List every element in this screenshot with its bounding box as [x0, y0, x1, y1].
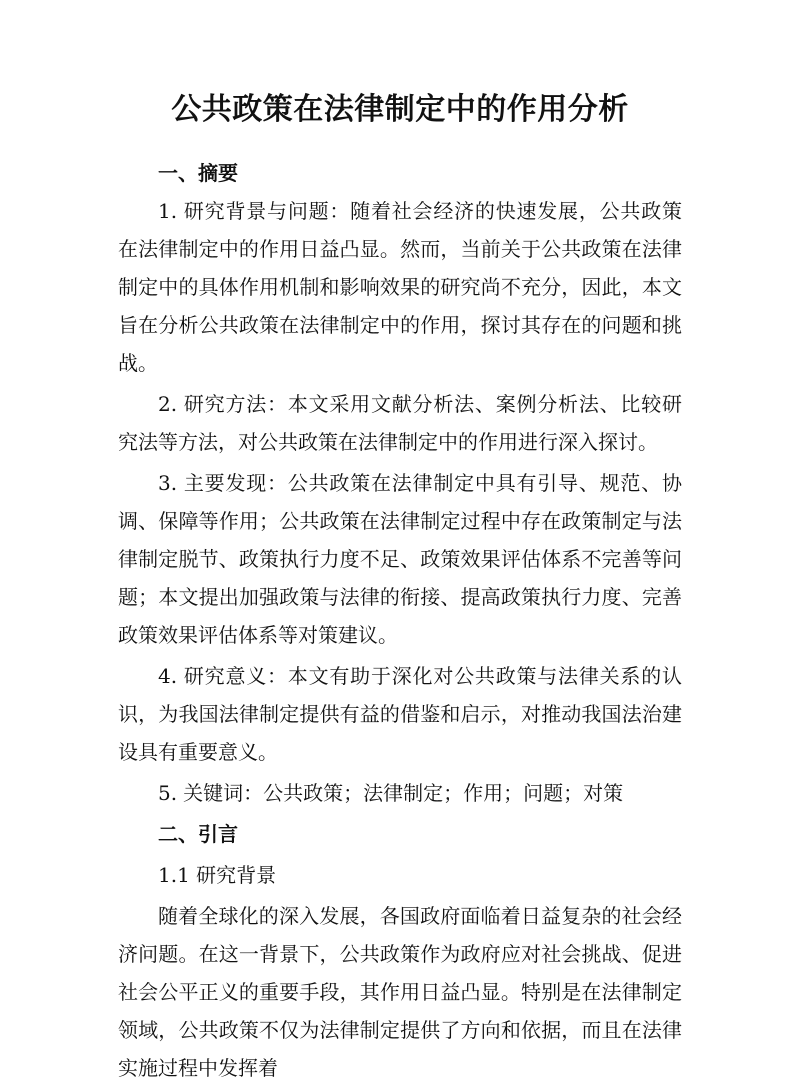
item-text: 研究意义：本文有助于深化对公共政策与法律关系的认识，为我国法律制定提供有益的借鉴和启示，对推动我国法治建设具有重要意义。 — [118, 664, 682, 764]
item-text: 研究方法：本文采用文献分析法、案例分析法、比较研究法等方法，对公共政策在法律制定中的作用进行深入探讨。 — [118, 392, 682, 454]
abstract-item-5 — [118, 774, 682, 812]
subsection-heading-background: 1.1 研究背景 — [158, 863, 277, 887]
item-number: 3. — [158, 471, 178, 495]
background-paragraph: 随着全球化的深入发展，各国政府面临着日益复杂的社会经济问题。在这一背景下，公共政策作为政府应对社会挑战、促进社会公平正义的重要手段，其作用日益凸显。特别是在法律制定领域，公共政策不仅为法律制定提供了方向和依据，而且在法律实施过程中发挥着 — [118, 904, 682, 1080]
item-number: 1. — [158, 199, 178, 223]
item-text: 主要发现：公共政策在法律制定中具有引导、规范、协调、保障等作用；公共政策在法律制定过程中存在政策制定与法律制定脱节、政策执行力度不足、政策效果评估体系不完善等问题；本文提出加强政策与法律的衔接、提高政策执行力度、完善政策效果评估体系等对策建议。 — [118, 471, 682, 647]
section-heading-abstract: 一、摘要 — [158, 161, 238, 185]
item-number: 2. — [158, 392, 178, 416]
item-text: 关键词：公共政策；法律制定；作用；问题；对策 — [183, 781, 624, 805]
abstract-item-1 — [118, 192, 682, 382]
abstract-item-4 — [118, 657, 682, 771]
item-number: 4. — [158, 664, 178, 688]
item-text: 研究背景与问题：随着社会经济的快速发展，公共政策在法律制定中的作用日益凸显。然而，当前关于公共政策在法律制定中的具体作用机制和影响效果的研究尚不充分，因此，本文旨在分析公共政策在法律制定中的作用，探讨其存在的问题和挑战。 — [118, 199, 682, 375]
abstract-item-2 — [118, 385, 682, 461]
abstract-item-3 — [118, 464, 682, 654]
section-heading-introduction: 二、引言 — [158, 822, 238, 846]
item-number: 5. — [158, 781, 178, 805]
document-title: 公共政策在法律制定中的作用分析 — [171, 92, 629, 127]
